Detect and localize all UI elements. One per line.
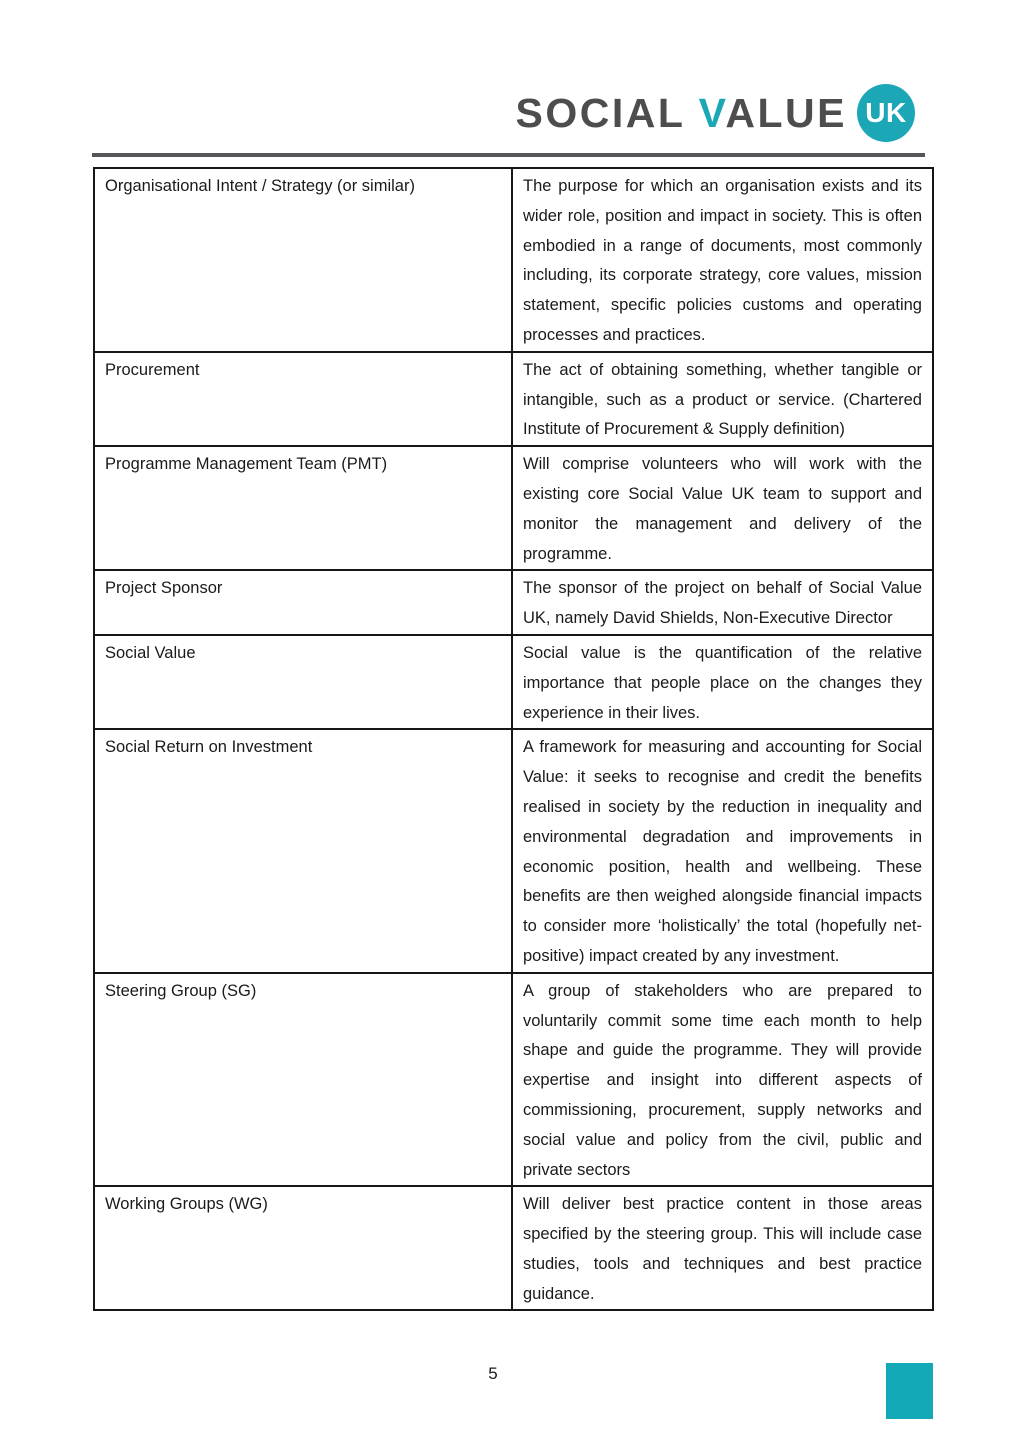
table-row-steering-group	[94, 973, 933, 1187]
term-cell: Working Groups (WG)	[94, 1186, 512, 1310]
glossary-table	[93, 167, 934, 1311]
definition-cell: A group of stakeholders who are prepared to voluntarily commit some time each month to help shape and guide the programme. They will provide expertise and insight into different aspects of commissioning, procurement, supply networks and social value and policy from the civil, public and private sectors	[512, 973, 933, 1187]
logo-uk-badge: UK	[857, 84, 915, 142]
glossary-table-body	[94, 168, 933, 1310]
term-cell: Social Return on Investment	[94, 729, 512, 972]
definition-cell: Will comprise volunteers who will work with the existing core Social Value UK team to support and monitor the management and delivery of the programme.	[512, 446, 933, 570]
definition-cell: The sponsor of the project on behalf of Social Value UK, namely David Shields, Non-Executive Director	[512, 570, 933, 635]
term-cell: Project Sponsor	[94, 570, 512, 635]
table-row-programme-management-team	[94, 446, 933, 570]
page-number: 5	[488, 1364, 498, 1383]
table-row-working-groups	[94, 1186, 933, 1310]
table-row-social-value	[94, 635, 933, 729]
term-cell: Social Value	[94, 635, 512, 729]
table-row-social-return-on-investment	[94, 729, 933, 972]
term-cell: Procurement	[94, 352, 512, 446]
definition-cell: Social value is the quantification of the relative importance that people place on the changes they experience in their lives.	[512, 635, 933, 729]
logo-word-alue: ALUE	[725, 90, 847, 136]
logo-wordmark	[516, 84, 847, 142]
table-row-organisational-intent	[94, 168, 933, 352]
footer-brand-square	[886, 1363, 933, 1419]
definition-cell: The act of obtaining something, whether tangible or intangible, such as a product or service. (Chartered Institute of Procurement & Supply definition)	[512, 352, 933, 446]
definition-cell: The purpose for which an organisation exists and its wider role, position and impact in society. This is often embodied in a range of documents, most commonly including, its corporate strategy, core values, mission statement, specific policies customs and operating processes and practices.	[512, 168, 933, 352]
definition-cell: Will deliver best practice content in those areas specified by the steering group. This will include case studies, tools and techniques and best practice guidance.	[512, 1186, 933, 1310]
table-row-project-sponsor	[94, 570, 933, 635]
term-cell: Programme Management Team (PMT)	[94, 446, 512, 570]
table-row-procurement	[94, 352, 933, 446]
term-cell: Organisational Intent / Strategy (or similar)	[94, 168, 512, 352]
social-value-uk-logo	[516, 84, 915, 142]
definition-cell: A framework for measuring and accounting for Social Value: it seeks to recognise and credit the benefits realised in society by the reduction in inequality and environmental degradation and improvements in economic position, health and wellbeing. These benefits are then weighed alongside financial impacts to consider more ‘holistically’ the total (hopefully net-positive) impact created by any investment.	[512, 729, 933, 972]
header-divider	[92, 153, 925, 157]
term-cell: Steering Group (SG)	[94, 973, 512, 1187]
logo-letter-v-accent: V	[698, 90, 726, 136]
logo-word-social: SOCIAL	[515, 90, 699, 136]
